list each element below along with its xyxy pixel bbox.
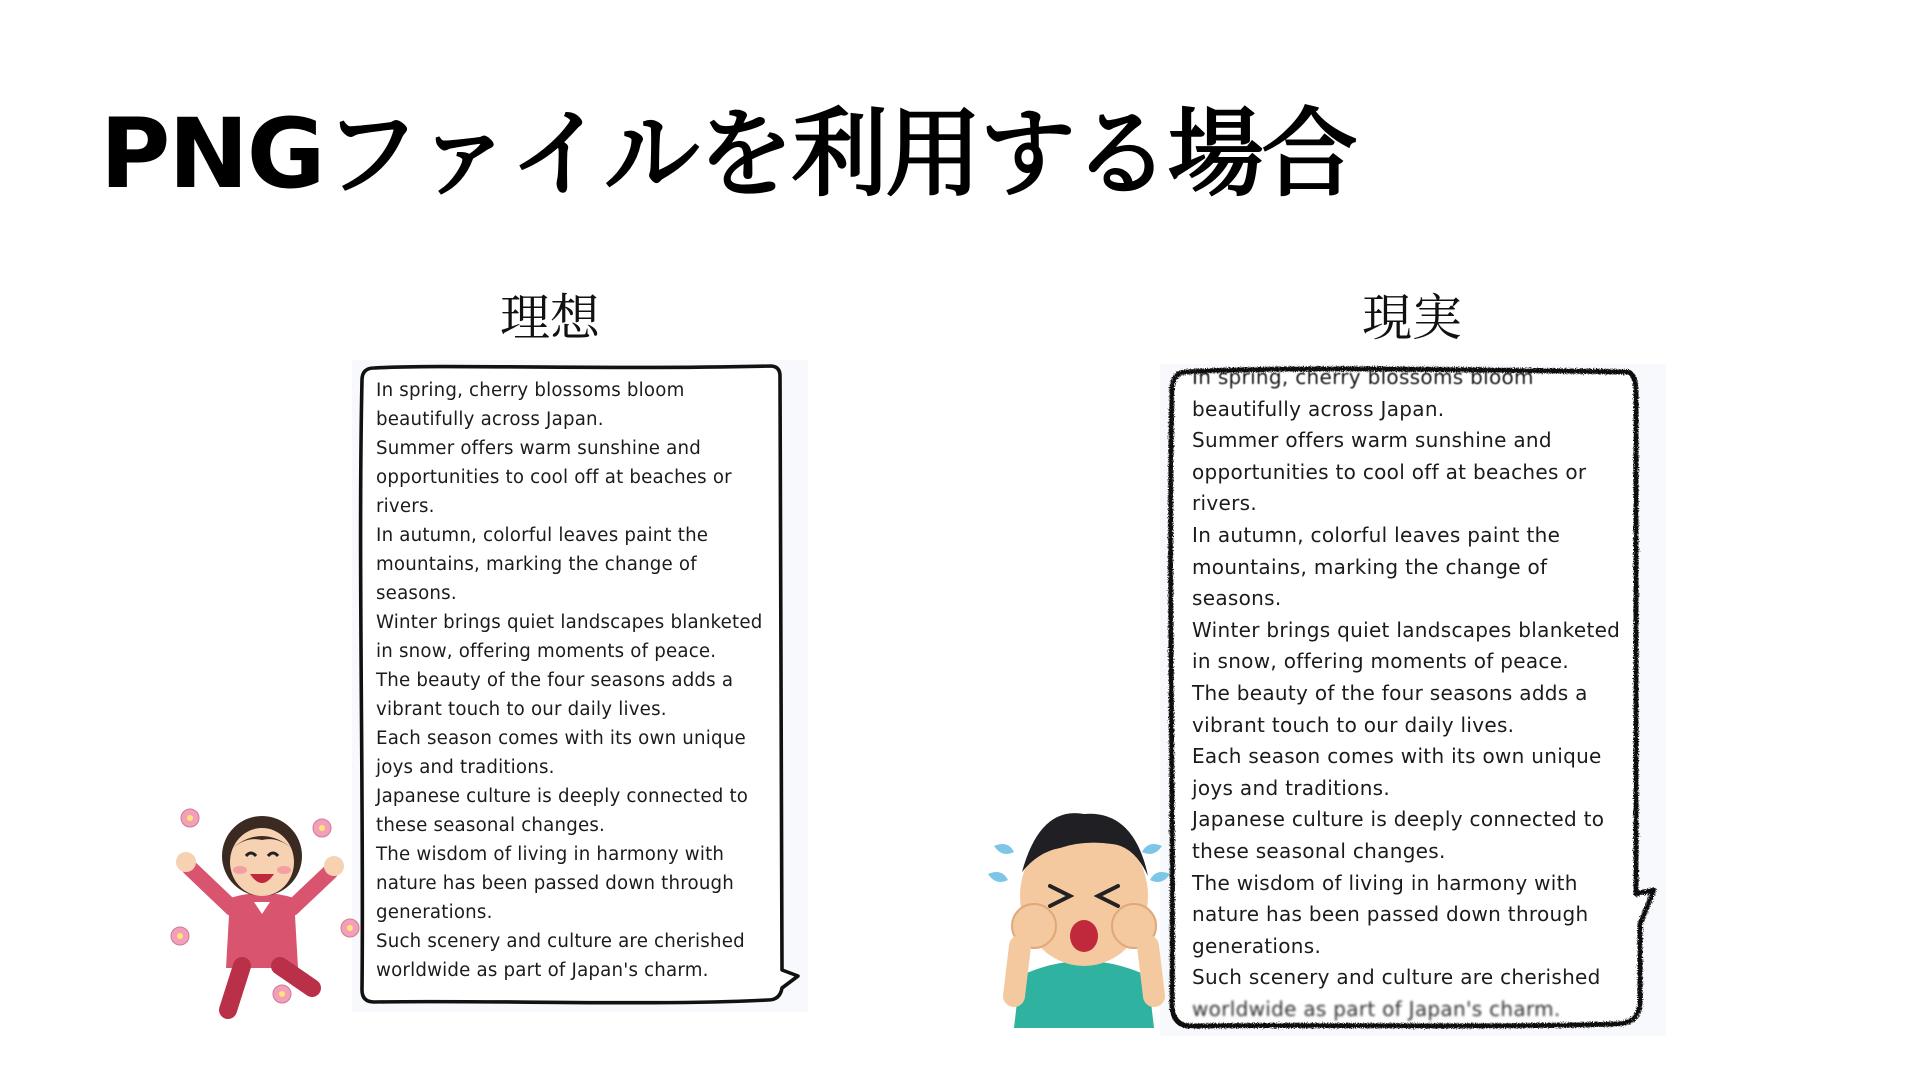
- reality-text-line: Such scenery and culture are cherished: [1192, 965, 1601, 990]
- ideal-text-line: in snow, offering moments of peace.: [376, 641, 717, 662]
- reality-heading: 現実: [1362, 289, 1462, 347]
- reality-text-line: beautifully across Japan.: [1192, 396, 1445, 421]
- ideal-text-line: joys and traditions.: [376, 757, 555, 778]
- ideal-text-line: seasons.: [376, 583, 457, 604]
- reality-text-line: The beauty of the four seasons adds a: [1192, 680, 1588, 705]
- reality-text-line: nature has been passed down through: [1192, 902, 1589, 927]
- ideal-text-line: In autumn, colorful leaves paint the: [376, 525, 709, 546]
- reality-text-line: In spring, cherry blossoms bloom: [1192, 365, 1534, 389]
- crying-boy-illustration-icon: [984, 796, 1184, 1028]
- ideal-text-line: In spring, cherry blossoms bloom: [376, 380, 685, 401]
- ideal-text-line: worldwide as part of Japan's charm.: [376, 960, 709, 981]
- reality-text-line: Japanese culture is deeply connected to: [1192, 807, 1605, 832]
- ideal-text-line: opportunities to cool off at beaches or: [376, 467, 732, 488]
- ideal-heading: 理想: [500, 289, 600, 347]
- ideal-bubble-text: [376, 376, 762, 985]
- ideal-text-line: rivers.: [376, 496, 435, 517]
- slide-title: PNGファイルを利用する場合: [100, 98, 1356, 210]
- reality-text-line: The wisdom of living in harmony with: [1192, 870, 1578, 895]
- ideal-text-line: Such scenery and culture are cherished: [376, 931, 745, 952]
- ideal-text-line: The wisdom of living in harmony with: [376, 844, 725, 865]
- reality-text-line: In autumn, colorful leaves paint the: [1192, 522, 1561, 547]
- reality-speech-bubble-image: [1160, 364, 1666, 1036]
- ideal-text-line: mountains, marking the change of: [376, 554, 697, 575]
- reality-text-line: Summer offers warm sunshine and: [1192, 428, 1552, 453]
- reality-text-clip: [1160, 364, 1666, 1028]
- reality-text-line: worldwide as part of Japan's charm.: [1192, 996, 1561, 1021]
- reality-text-line: rivers.: [1192, 491, 1258, 516]
- reality-text-line: Each season comes with its own unique: [1192, 744, 1602, 769]
- reality-text-line: seasons.: [1192, 586, 1282, 611]
- ideal-text-line: vibrant touch to our daily lives.: [376, 699, 667, 720]
- ideal-text-line: beautifully across Japan.: [376, 409, 604, 430]
- ideal-text-line: Summer offers warm sunshine and: [376, 438, 701, 459]
- ideal-text-line: The beauty of the four seasons adds a: [376, 670, 734, 691]
- ideal-speech-bubble-image: [352, 360, 808, 1012]
- ideal-text-line: Japanese culture is deeply connected to: [376, 786, 749, 807]
- reality-text-line: mountains, marking the change of: [1192, 554, 1548, 579]
- ideal-text-line: generations.: [376, 902, 493, 923]
- ideal-text-line: these seasonal changes.: [376, 815, 606, 836]
- happy-girl-illustration-icon: [162, 798, 372, 1028]
- reality-text-line: these seasonal changes.: [1192, 838, 1446, 863]
- reality-bubble-text: [1192, 364, 1620, 1025]
- ideal-text-line: Winter brings quiet landscapes blanketed: [376, 612, 763, 633]
- reality-text-line: in snow, offering moments of peace.: [1192, 649, 1569, 674]
- ideal-text-line: nature has been passed down through: [376, 873, 735, 894]
- ideal-text-line: Each season comes with its own unique: [376, 728, 746, 749]
- reality-text-line: joys and traditions.: [1192, 775, 1391, 800]
- reality-text-line: generations.: [1192, 933, 1322, 958]
- reality-text-line: opportunities to cool off at beaches or: [1192, 459, 1587, 484]
- reality-text-line: Winter brings quiet landscapes blanketed: [1192, 617, 1621, 642]
- reality-text-line: vibrant touch to our daily lives.: [1192, 712, 1515, 737]
